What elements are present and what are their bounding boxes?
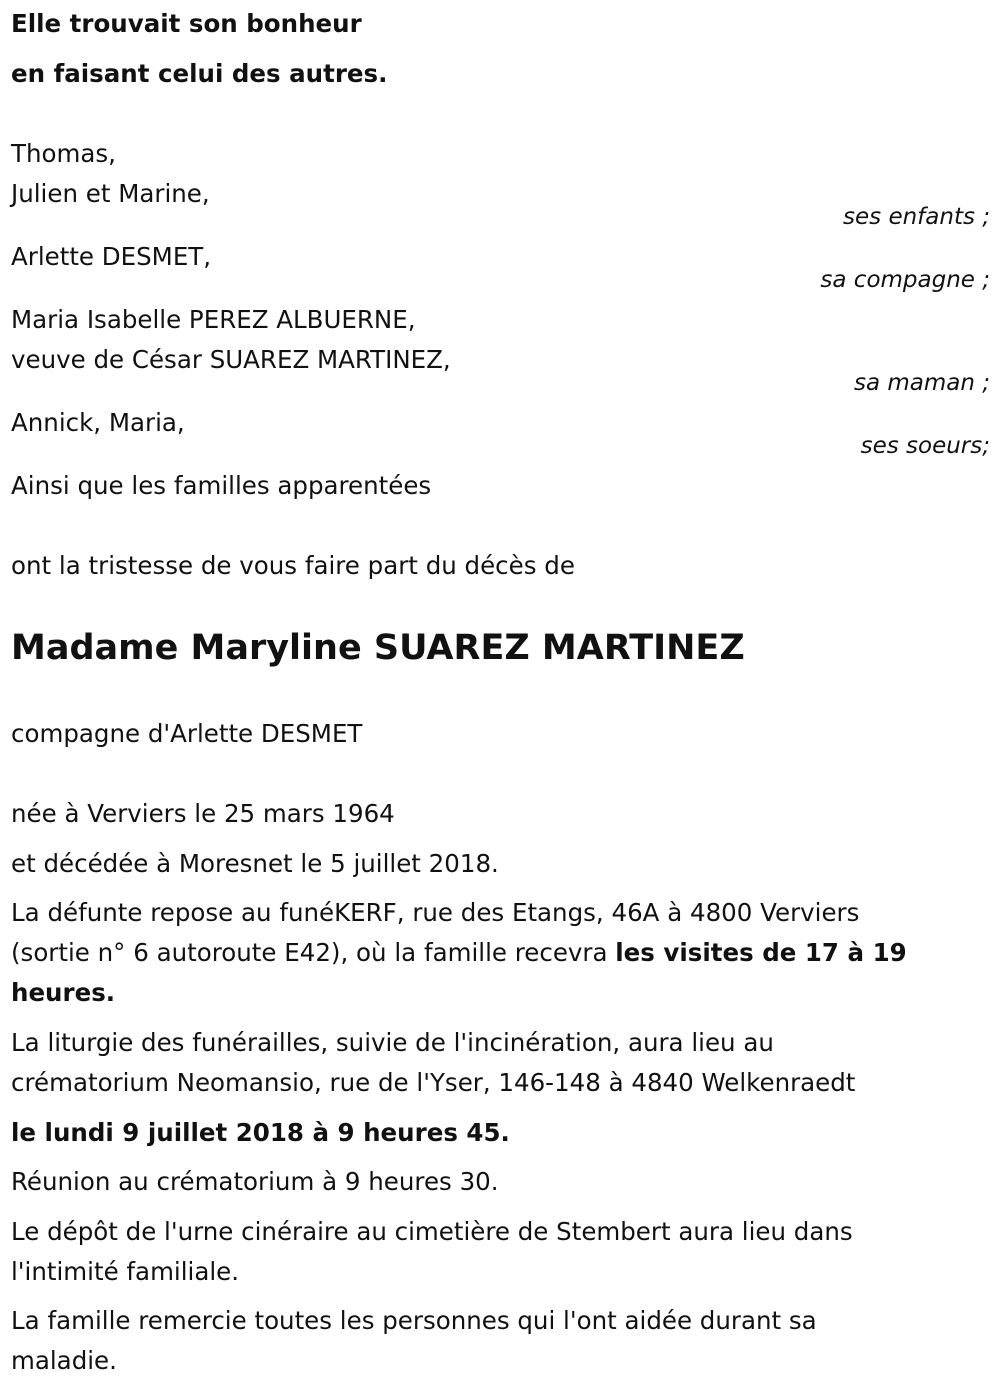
meeting-info: Réunion au crématorium à 9 heures 30. <box>11 1167 499 1196</box>
mother-name-1: Maria Isabelle PEREZ ALBUERNE, <box>11 305 416 334</box>
deceased-name: Madame Maryline SUAREZ MARTINEZ <box>11 628 745 668</box>
urn-line-1: Le dépôt de l'urne cinéraire au cimetière de Stembert aura lieu dans <box>11 1217 853 1246</box>
mother-name-2: veuve de César SUAREZ MARTINEZ, <box>11 345 451 374</box>
rest-line-3: heures. <box>11 978 116 1007</box>
thanks-line-1: La famille remercie toutes les personnes qui l'ont aidée durant sa <box>11 1306 817 1335</box>
sisters-relation: ses soeurs; <box>860 433 990 459</box>
urn-line-2: l'intimité familiale. <box>11 1257 240 1286</box>
rest-line-2 <box>11 939 907 967</box>
epigraph-line-2: en faisant celui des autres. <box>11 59 388 88</box>
thanks-line-2: maladie. <box>11 1346 117 1375</box>
epigraph-line-1: Elle trouvait son bonheur <box>11 9 362 38</box>
sisters-names: Annick, Maria, <box>11 408 185 437</box>
partner-name: Arlette DESMET, <box>11 242 212 271</box>
death-info: et décédée à Moresnet le 5 juillet 2018. <box>11 849 499 878</box>
liturgy-line-1: La liturgie des funérailles, suivie de l'incinération, aura lieu au <box>11 1028 774 1057</box>
mother-relation: sa maman ; <box>853 370 990 396</box>
birth-info: née à Verviers le 25 mars 1964 <box>11 799 395 828</box>
related-families: Ainsi que les familles apparentées <box>11 471 432 500</box>
children-names-2: Julien et Marine, <box>11 179 210 208</box>
children-names-1: Thomas, <box>11 139 116 168</box>
children-relation: ses enfants ; <box>843 204 990 230</box>
partner-relation: sa compagne ; <box>820 267 990 293</box>
liturgy-date: le lundi 9 juillet 2018 à 9 heures 45. <box>11 1118 510 1147</box>
partner-of: compagne d'Arlette DESMET <box>11 719 363 748</box>
announcement: ont la tristesse de vous faire part du décès de <box>11 551 575 580</box>
liturgy-line-2: crématorium Neomansio, rue de l'Yser, 146-148 à 4840 Welkenraedt <box>11 1068 856 1097</box>
rest-line-1: La défunte repose au funéKERF, rue des Etangs, 46A à 4800 Verviers <box>11 898 860 927</box>
rest-line-2-plain: (sortie n° 6 autoroute E42), où la famille recevra <box>11 938 616 967</box>
visiting-hours: les visites de 17 à 19 <box>615 938 907 967</box>
